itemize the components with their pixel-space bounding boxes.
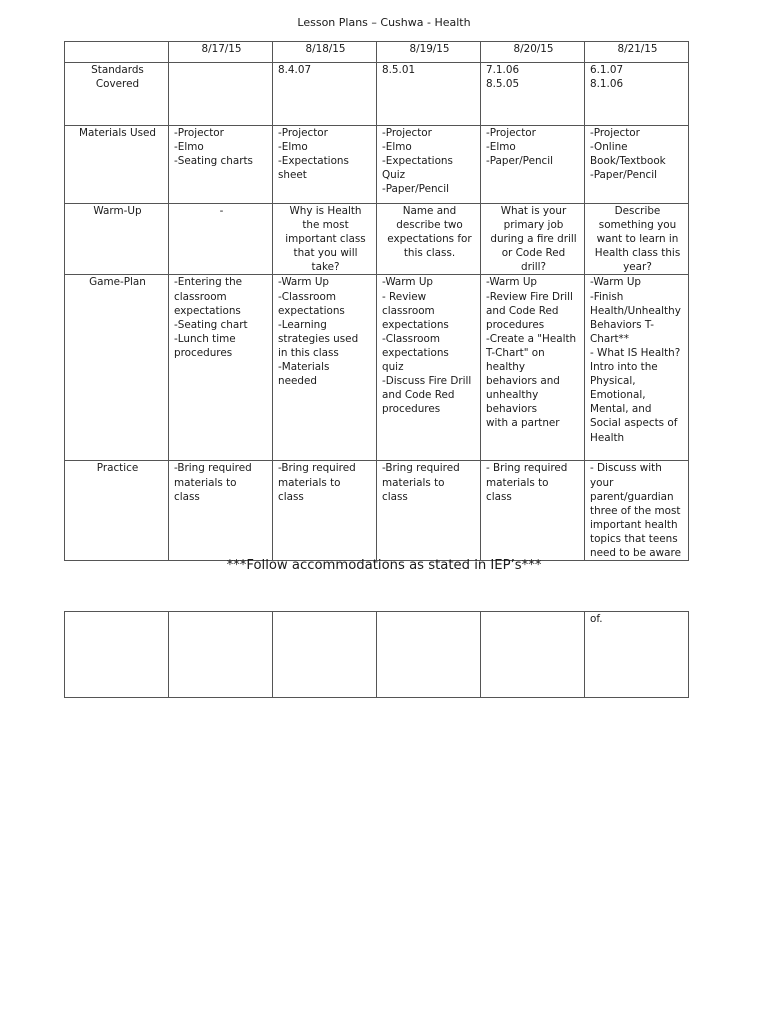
practice-row xyxy=(65,461,689,561)
materials-8-20: -Projector -Elmo -Paper/Pencil xyxy=(486,127,554,168)
date-header-row xyxy=(65,42,689,63)
date-header-cell xyxy=(377,42,481,63)
document-title: Lesson Plans – Cushwa - Health xyxy=(297,16,471,29)
warmup-8-20: What is your primary job during a fire drill or Code Red drill? xyxy=(490,205,577,274)
gameplan-8-20: -Warm Up -Review Fire Drill and Code Red procedures -Create a "Health T-Chart" on healthy behaviors and unhealthy behaviors with a partner xyxy=(486,276,577,430)
gameplan-8-21: -Warm Up -Finish Health/Unhealthy Behaviors T- Chart** - What IS Health? Intro into the Physical, Emotional, Mental, and Social aspects of Health xyxy=(590,276,681,444)
practice-8-21: - Discuss with your parent/guardian three of the most important health topics that teens need to be aware xyxy=(590,462,681,560)
row-label-warmup: Warm-Up xyxy=(93,205,142,217)
materials-row xyxy=(65,126,689,204)
row-label-gameplan: Game-Plan xyxy=(89,276,146,289)
date-header-8-18: 8/18/15 xyxy=(305,43,346,55)
standards-8-19: 8.5.01 xyxy=(382,64,416,76)
gameplan-8-17: -Entering the classroom expectations -Seating chart -Lunch time procedures xyxy=(174,276,248,359)
date-header-cell xyxy=(481,42,585,63)
date-header-cell xyxy=(273,42,377,63)
row-label-materials: Materials Used xyxy=(79,127,156,139)
date-header-8-21: 8/21/15 xyxy=(617,43,658,55)
standards-8-21: 6.1.07 8.1.06 xyxy=(590,64,624,91)
standards-8-20: 7.1.06 8.5.05 xyxy=(486,64,520,91)
date-header-8-20: 8/20/15 xyxy=(513,43,554,55)
practice-8-18: -Bring required materials to class xyxy=(278,462,356,503)
practice-8-17: -Bring required materials to class xyxy=(174,462,252,503)
warmup-8-21: Describe something you want to learn in Health class this year? xyxy=(594,205,681,274)
row-label-practice: Practice xyxy=(96,462,139,475)
standards-row xyxy=(65,63,689,126)
practice-8-19: -Bring required materials to class xyxy=(382,462,460,503)
header-corner-cell xyxy=(65,42,169,63)
lesson-plan-table xyxy=(64,41,689,561)
materials-8-17: -Projector -Elmo -Seating charts xyxy=(174,127,253,168)
practice-8-20: - Bring required materials to class xyxy=(486,462,568,503)
continuation-table xyxy=(64,611,689,698)
materials-8-18: -Projector -Elmo -Expectations sheet xyxy=(278,127,349,182)
materials-8-19: -Projector -Elmo -Expectations Quiz -Paper/Pencil xyxy=(382,127,453,196)
warmup-8-18: Why is Health the most important class that you will take? xyxy=(285,205,366,274)
date-header-8-17: 8/17/15 xyxy=(201,43,242,55)
gameplan-8-18: -Warm Up -Classroom expectations -Learning strategies used in this class -Materials needed xyxy=(278,276,359,388)
standards-8-18: 8.4.07 xyxy=(278,64,312,76)
warmup-8-19: Name and describe two expectations for this class. xyxy=(387,205,472,260)
gameplan-row xyxy=(65,275,689,461)
continuation-cell-8-21: of. xyxy=(590,613,603,625)
gameplan-8-19: -Warm Up - Review classroom expectations -Classroom expectations quiz -Discuss Fire Drill and Code Red procedures xyxy=(382,276,472,416)
date-header-8-19: 8/19/15 xyxy=(409,43,450,55)
date-header-cell xyxy=(169,42,273,63)
materials-8-21: -Projector -Online Book/Textbook -Paper/Pencil xyxy=(590,127,666,182)
iep-accommodations-note: ***Follow accommodations as stated in IEP’s*** xyxy=(226,558,542,573)
warmup-8-17: - xyxy=(219,205,224,217)
row-label-standards: Standards Covered xyxy=(91,64,144,91)
continuation-row xyxy=(65,612,689,698)
date-header-cell xyxy=(585,42,689,63)
warmup-row xyxy=(65,204,689,275)
